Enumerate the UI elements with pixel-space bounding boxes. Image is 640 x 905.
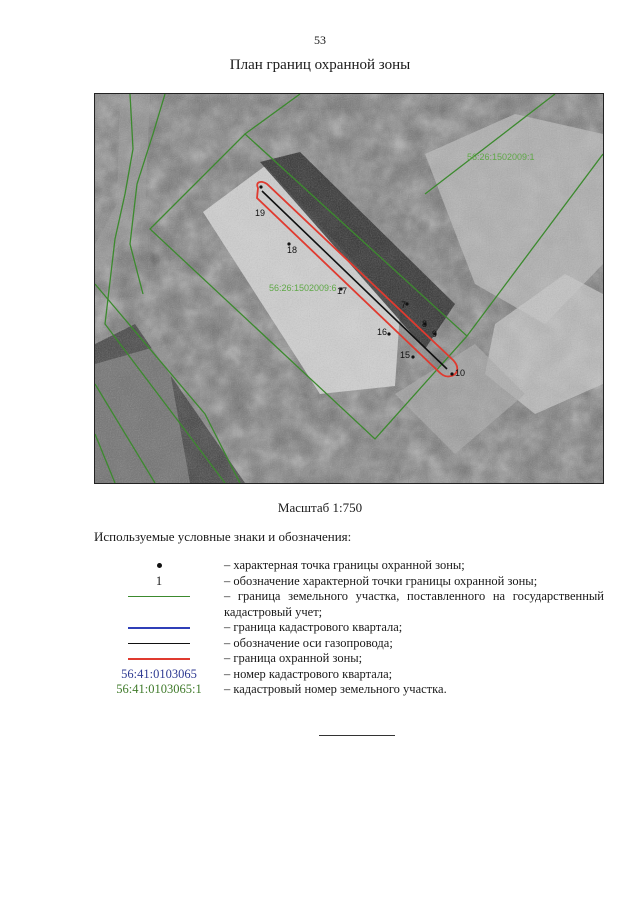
legend-symbol: [94, 667, 224, 683]
page-number: 53: [314, 33, 326, 47]
legend-item: [94, 620, 604, 636]
legend-symbol: [94, 636, 224, 652]
black-line-icon: [128, 643, 190, 644]
legend-symbol: [94, 558, 224, 574]
legend-item: [94, 667, 604, 683]
legend-item: [94, 589, 604, 620]
legend-symbol: [94, 574, 224, 590]
point-label: 16: [377, 327, 388, 337]
legend-item: [94, 651, 604, 667]
legend-heading: Используемые условные знаки и обозначения:: [94, 529, 352, 544]
end-divider: [319, 735, 395, 736]
point-label: 19: [255, 208, 266, 218]
map-scale: Масштаб 1:750: [277, 500, 363, 515]
boundary-point: [411, 355, 414, 358]
legend-desc: – характерная точка границы охранной зоны;: [224, 558, 465, 572]
legend-item: [94, 682, 604, 698]
blue-line-icon: [128, 627, 190, 629]
parcel-number-sample: 56:41:0103065:1: [116, 682, 202, 696]
legend-desc: – граница земельного участка, поставленного на государственный кадастровый учет;: [224, 589, 604, 619]
point-label: 18: [287, 245, 298, 255]
legend: [94, 558, 604, 698]
legend-symbol: [94, 620, 224, 636]
point-label: 15: [400, 350, 411, 360]
boundary-point: [450, 372, 453, 375]
legend-item: [94, 636, 604, 652]
legend-desc: – обозначение оси газопровода;: [224, 635, 393, 650]
point-label: 9: [432, 329, 438, 339]
legend-desc: – граница охранной зоны;: [224, 651, 363, 665]
point-label: 8: [422, 319, 428, 329]
legend-desc: – граница кадастрового квартала;: [224, 620, 403, 634]
legend-symbol: [94, 651, 224, 667]
legend-item: [94, 558, 604, 574]
dot-icon: [157, 563, 162, 568]
point-label: 7: [401, 300, 407, 310]
legend-symbol: [94, 589, 224, 605]
green-line-icon: [128, 596, 190, 597]
quarter-number-sample: 56:41:0103065: [121, 666, 197, 681]
legend-symbol: [94, 682, 224, 698]
legend-desc: – обозначение характерной точки границы охранной зоны;: [224, 573, 538, 588]
point-label: 10: [455, 368, 466, 378]
map-canvas: [95, 94, 603, 483]
legend-item: [94, 574, 604, 590]
legend-symbol-text: 1: [155, 573, 163, 588]
boundary-point: [259, 185, 262, 188]
red-line-icon: [128, 658, 190, 660]
point-label: 17: [337, 286, 348, 296]
page-title: План границ охранной зоны: [229, 57, 411, 73]
parcel-label: 56:26:1502009:6: [269, 283, 337, 293]
parcel-label: 56:26:1502009:1: [467, 152, 535, 162]
legend-desc: – кадастровый номер земельного участка.: [224, 682, 447, 696]
boundary-point: [387, 332, 390, 335]
aerial-map: [94, 93, 604, 484]
legend-desc: – номер кадастрового квартала;: [224, 666, 393, 681]
